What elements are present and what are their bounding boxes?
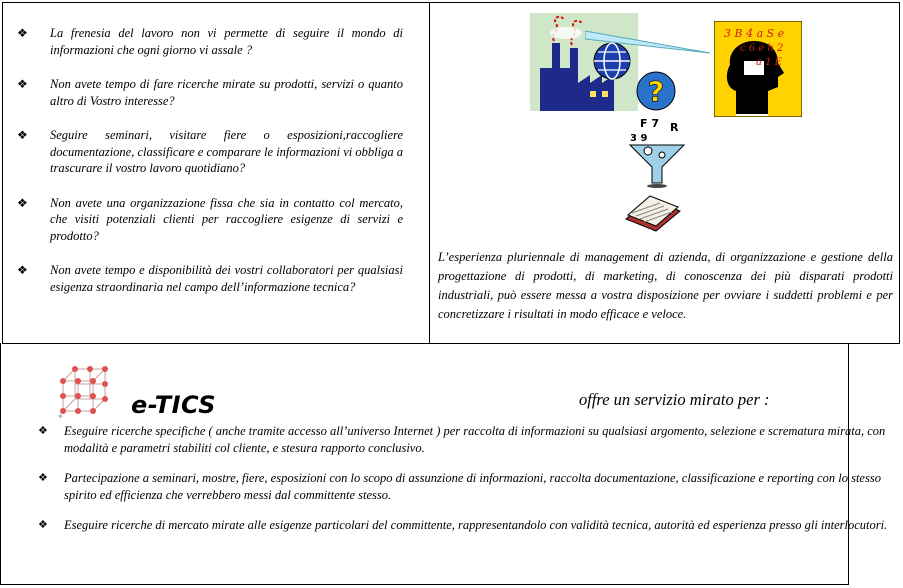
beam-icon xyxy=(585,23,715,63)
list-item: ❖ La frenesia del lavoro non vi permette di seguire il mondo di informazioni che ogni giorno vi assale ? xyxy=(17,26,403,57)
svg-text:?: ? xyxy=(647,75,665,108)
funnel-icon xyxy=(622,115,692,189)
diamond-bullet-icon: ❖ xyxy=(38,472,48,484)
svg-text:✦: ✦ xyxy=(57,412,64,421)
book-icon xyxy=(622,191,682,235)
question-mark-icon xyxy=(636,68,676,114)
list-item: ❖ Non avete una organizzazione fissa che sia in contatto col mercato, che visiti potenziali clienti per raccogliere esigenze di servizi e prodotto? xyxy=(17,195,403,243)
experience-text: L’esperienza pluriennale di management di azienda, di organizzazione e gestione della progettazione di prodotti, di marketing, di conoscenza dei più disparati prodotti industriali, può essere messa a vostra disposizione per ovviare i suddetti problemi e per concretizzare i risultati in modo efficace e veloce. xyxy=(438,250,893,321)
services-list xyxy=(38,423,890,548)
svg-text:F 7: F 7 xyxy=(640,117,659,130)
svg-text:c 6 e h 2: c 6 e h 2 xyxy=(740,43,784,54)
list-item: ❖ Seguire seminari, visitare fiere o esposizioni,raccogliere documentazione, classificare e comparare le informazioni vi obbliga a trascurare il vostro lavoro quotidiano? xyxy=(17,128,403,175)
svg-text:a 1 E: a 1 E xyxy=(756,57,782,68)
questions-panel xyxy=(2,2,430,344)
diamond-bullet-icon: ❖ xyxy=(17,195,28,210)
svg-text:3 B 4 a S e: 3 B 4 a S e xyxy=(724,27,785,40)
offer-heading: offre un servizio mirato per : xyxy=(579,390,770,409)
diamond-bullet-icon: ❖ xyxy=(17,26,28,40)
head-with-letters-icon xyxy=(714,21,802,117)
diamond-bullet-icon: ❖ xyxy=(17,77,28,91)
crystal-lattice-icon xyxy=(55,361,117,421)
list-item: ❖ Non avete tempo di fare ricerche mirate su prodotti, servizi o quanto altro di Vostro interesse? xyxy=(17,77,403,108)
list-item: ❖ Non avete tempo e disponibilità dei vostri collaboratori per qualsiasi esigenza straordinaria nel campo dell’informazione tecnica? xyxy=(17,263,403,294)
brand-logo: e-TICS xyxy=(131,391,217,419)
questions-list xyxy=(17,25,403,313)
diamond-bullet-icon: ❖ xyxy=(17,128,28,142)
list-item: ❖ Eseguire ricerche specifiche ( anche tramite accesso all’universo Internet ) per raccolta di informazioni su qualsiasi argomento, selezione e scrematura mirata, con modalità e parametri stabiliti col cliente, e stesura rapporto conclusivo. xyxy=(38,424,886,455)
services-panel xyxy=(0,343,888,585)
svg-text:3 9: 3 9 xyxy=(630,133,648,144)
diamond-bullet-icon: ❖ xyxy=(38,519,48,531)
diamond-bullet-icon: ❖ xyxy=(38,425,48,437)
experience-panel xyxy=(429,2,900,344)
list-item: ❖ Partecipazione a seminari, mostre, fiere, esposizioni con lo scopo di assunzione di informazioni, raccolta documentazione, classificazione e reporting con lo stesso spirito ed efficienza che verrebbero messi dal committente stesso. xyxy=(38,471,881,502)
diamond-bullet-icon: ❖ xyxy=(17,263,28,277)
list-item: ❖ Eseguire ricerche di mercato mirate alle esigenze particolari del committente, rappresentandolo con validità tecnica, autorità ed esperienza presso gli interlocutori. xyxy=(38,518,888,532)
svg-text:R: R xyxy=(670,121,679,134)
